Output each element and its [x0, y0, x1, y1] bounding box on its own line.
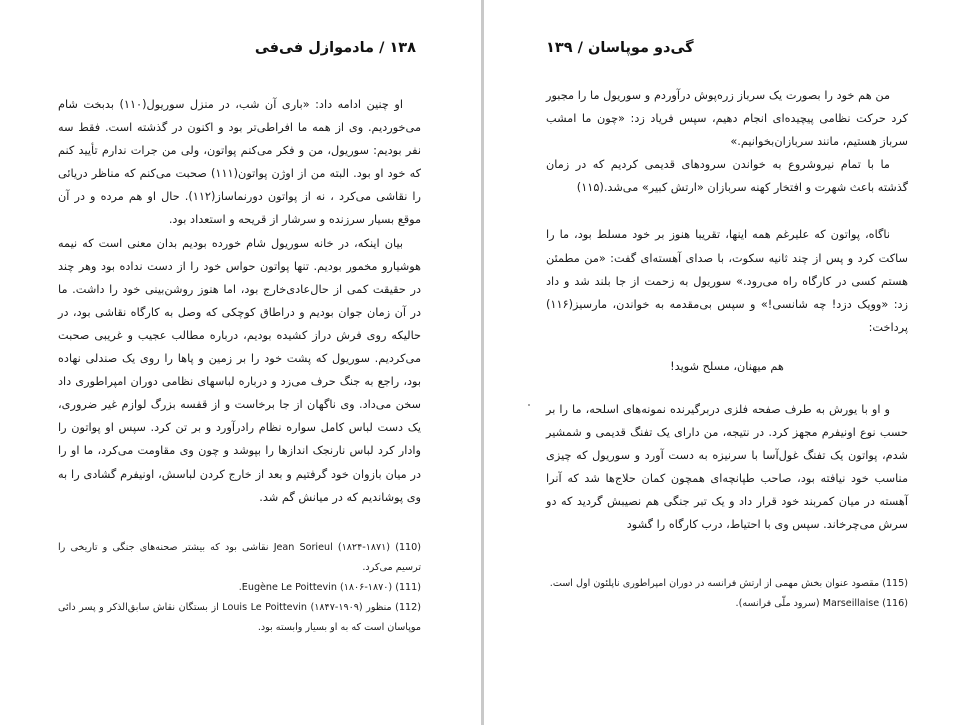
verse-line: هم میهنان، مسلح شوید! [670, 360, 784, 373]
footnote-111: (111) Eugène Le Poittevin (۱۸۰۶-۱۸۷۰). [238, 582, 421, 593]
scan-speck [528, 404, 530, 406]
footnote-116: (116) Marseillaise (سرود ملّی فرانسه). [735, 598, 908, 609]
right-page-header: گی‌دو موپاسان / ۱۳۹ [546, 40, 694, 56]
footnote-112: (112) منظور Louis Le Poittevin (۱۸۴۷-۱۹۰۹) از بستگان نقاش سابق‌الذکر و پسر دائی موپاسان است که به او بسیار وابسته بود. [58, 602, 421, 633]
left-paragraph-2: بیان اینکه، در خانه سوریول شام خورده بودیم بدان معنی است که نیمه هوشیارو مخمور بودیم. تنها پواتون حواس خود را از دست نداده بود وهر چند در حقیقت کمی از حال‌عادی‌خارج بود، اما هنوز روشن‌بینی خود را داشت. ما در آن زمان جوان بودیم و دراطاق کوچکی که وصل به کارگاه نقاشی بود، در حالیکه روی فرش دراز کشیده بودیم، درباره مطالب عجیب و غریبی صحبت می‌کردیم. سوریول که پشت خود را بر زمین و پاها را روی یک صندلی نهاده بود، راجع به جنگ حرف می‌زد و درباره لباسهای نظامی دوران امپراطوری داد سخن می‌داد. وی ناگهان از جا برخاست و از قفسه بزرگ لوازم غیر ضروری، یک دست لباس کامل سواره نظام رادرآورد و بر تن کرد. سپس او پواتون را وادار کرد لباس نارنجک اندازها را بپوشد و چون وی مقاومت می‌کرد، ما او را در میان بازوان خود گرفتیم و بعد از خارج کردن لباسش، اونیفرم گشادی را به وی پوشاندیم که در میانش گم شد. [58, 236, 421, 504]
left-page [0, 0, 482, 725]
left-paragraph-1: او چنین ادامه داد: «باری آن شب، در منزل سوریول(۱۱۰) بدبخت شام می‌خوردیم. وی از همه ما افراطی‌تر بود و اکنون در گذشته است. فقط سه نفر بودیم: سوریول، من و فکر می‌کنم پواتون، ولی من جرات ندارم تأیید کنم که خود او بود. البته من از اوژن پواتون(۱۱۱) صحبت می‌کنم که مناظر دریائی را نقاشی می‌کرد ، نه از پواتون دورنماساز(۱۱۲). حال او هم مرده و در آن موقع بسیار سرزنده و سرشار از قریحه و استعداد بود. [58, 98, 421, 227]
right-paragraph-2: ما با تمام نیرو‌شروع به خواندن سرودهای قدیمی کردیم که در زمان گذشته باعث شهرت و افتخار کهنه سربازان «ارتش کبیر» می‌شد.(۱۱۵) [546, 158, 908, 195]
left-body-text [58, 93, 421, 509]
right-body-bottom [546, 398, 908, 537]
right-footnotes [546, 574, 908, 614]
left-footnotes [58, 538, 421, 638]
left-page-header: ۱۳۸ / مادموازل فی‌فی [254, 40, 416, 56]
right-paragraph-3: ناگاه، پواتون که علیرغم همه اینها، تقریبا هنوز بر خود مسلط بود، ما را ساکت کرد و پس از چند ثانیه سکوت، با صدای آهسته‌ای گفت: «من مطمئن هستم کسی در کارگاه راه می‌رود.» سوریول به زحمت از جا بلند شد و داد زد: «وویک دزد! چه شانسی!» و سپس بی‌مقدمه به خواندن، مارسیز(۱۱۶) پرداخت: [546, 228, 908, 334]
footnote-115: (115) مقصود عنوان بخش مهمی از ارتش فرانسه در دوران امپراطوری ناپلئون اول است. [549, 578, 908, 589]
right-body-top [546, 84, 908, 339]
right-page [484, 0, 966, 725]
right-paragraph-1: من هم خود را بصورت یک سرباز زره‌پوش درآوردم و سوریول ما را مجبور کرد حرکت نظامی پیچیده‌ای انجام دهیم، سپس فریاد زد: «چون ما امشب سرباز هستیم، مانند سربازان‌بخوانیم.» [546, 89, 908, 149]
right-paragraph-4: و او با یورش به طرف صفحه فلزی دربرگیرنده نمونه‌های اسلحه، ما را بر حسب نوع اونیفرم مجهز کرد. در نتیجه، من دارای یک تفنگ قدیمی و شمشیر شدم، پواتون یک تفنگ غول‌آسا با سرنیزه به دست آورد و سوریول که چیزی مناسب خود نیافته بود، صاحب طپانچه‌ای همچون کمان حلاج‌ها شد که آنرا آهسته در میان کمربند خود قرار داد و یک تبر جنگی هم نصیبش گردید که دو سرش می‌چرخاند. سپس وی با احتیاط، درب کارگاه را گشود [546, 403, 908, 532]
footnote-110: (110) Jean Sorieul (۱۸۲۴-۱۸۷۱) نقاشی بود که بیشتر صحنه‌های جنگی و تاریخی را ترسیم می‌کرد. [58, 542, 422, 573]
